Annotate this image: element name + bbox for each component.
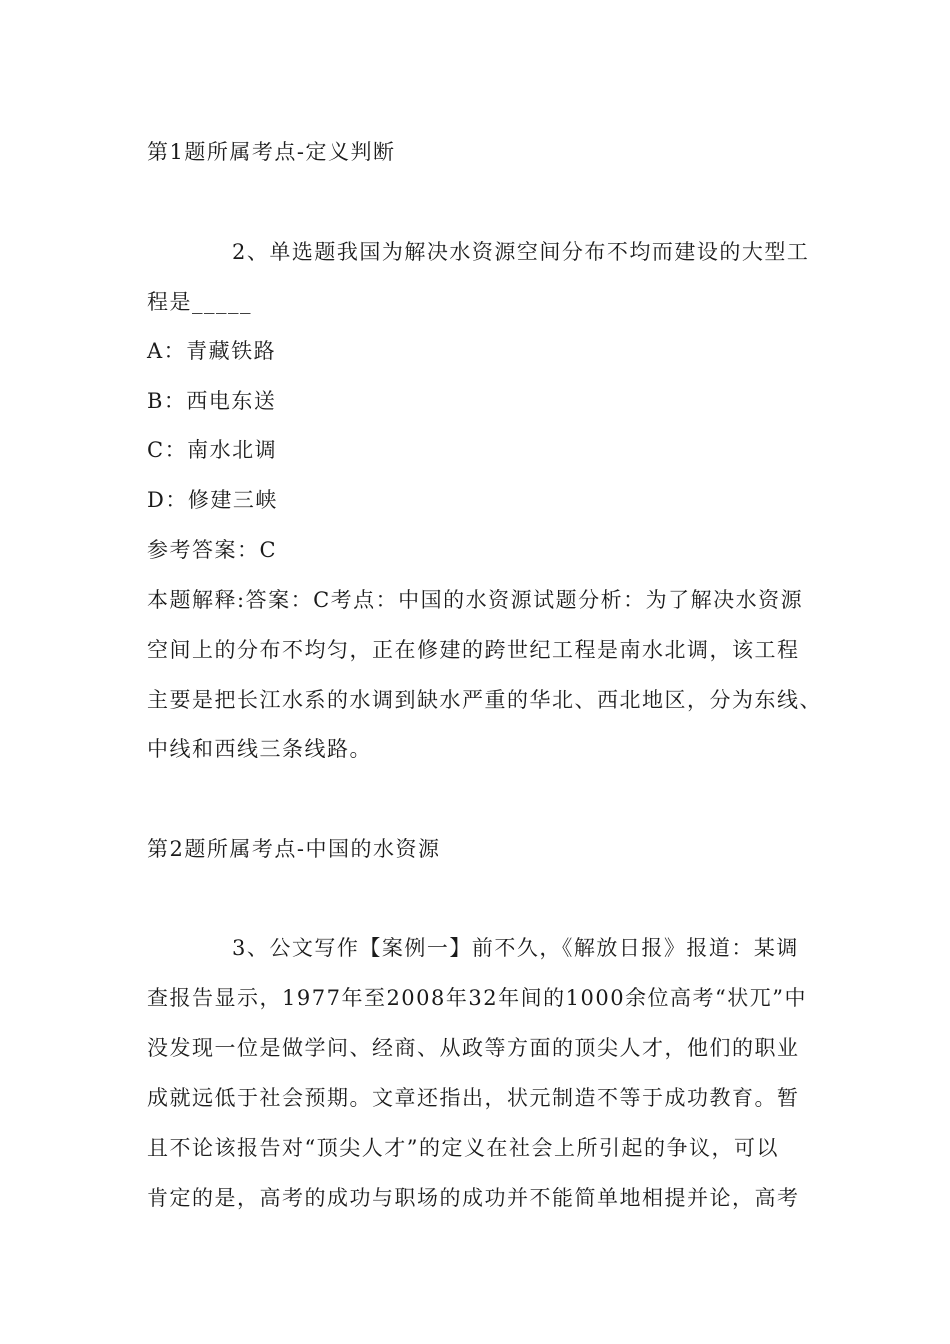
q2-explanation-line3: 主要是把长江水系的水调到缺水严重的华北、西北地区，分为东线、 [147,688,822,712]
q2-option-c: C：南水北调 [147,438,278,462]
q2-explanation-line4: 中线和西线三条线路。 [147,737,372,761]
q2-topic: 第2题所属考点-中国的水资源 [147,837,441,861]
q2-answer: 参考答案：C [147,538,278,562]
q3-line2: 查报告显示，1977年至2008年32年间的1000余位高考“状兀”中 [147,986,808,1010]
q1-topic: 第1题所属考点-定义判断 [147,140,396,164]
q3-line1: 3、公文写作【案例一】前不久，《解放日报》报道：某调 [232,936,799,960]
q3-line6: 肯定的是，高考的成功与职场的成功并不能简单地相提并论，高考 [147,1186,800,1210]
q2-stem-line1: 2、单选题我国为解决水资源空间分布不均而建设的大型工 [232,240,810,264]
q2-stem-line2: 程是_____ [147,290,252,314]
q2-explanation-line1: 本题解释:答案：C考点：中国的水资源试题分析：为了解决水资源 [147,588,804,612]
q3-line3: 没发现一位是做学问、经商、从政等方面的顶尖人才，他们的职业 [147,1036,800,1060]
q2-explanation-line2: 空间上的分布不均匀，正在修建的跨世纪工程是南水北调，该工程 [147,638,800,662]
q3-line4: 成就远低于社会预期。文章还指出，状元制造不等于成功教育。暂 [147,1086,800,1110]
q2-option-a: A：青藏铁路 [147,339,277,363]
q2-option-d: D：修建三峡 [147,488,278,512]
q3-line5: 且不论该报告对“顶尖人才”的定义在社会上所引起的争议，可以 [147,1136,779,1160]
q2-option-b: B：西电东送 [147,389,277,413]
